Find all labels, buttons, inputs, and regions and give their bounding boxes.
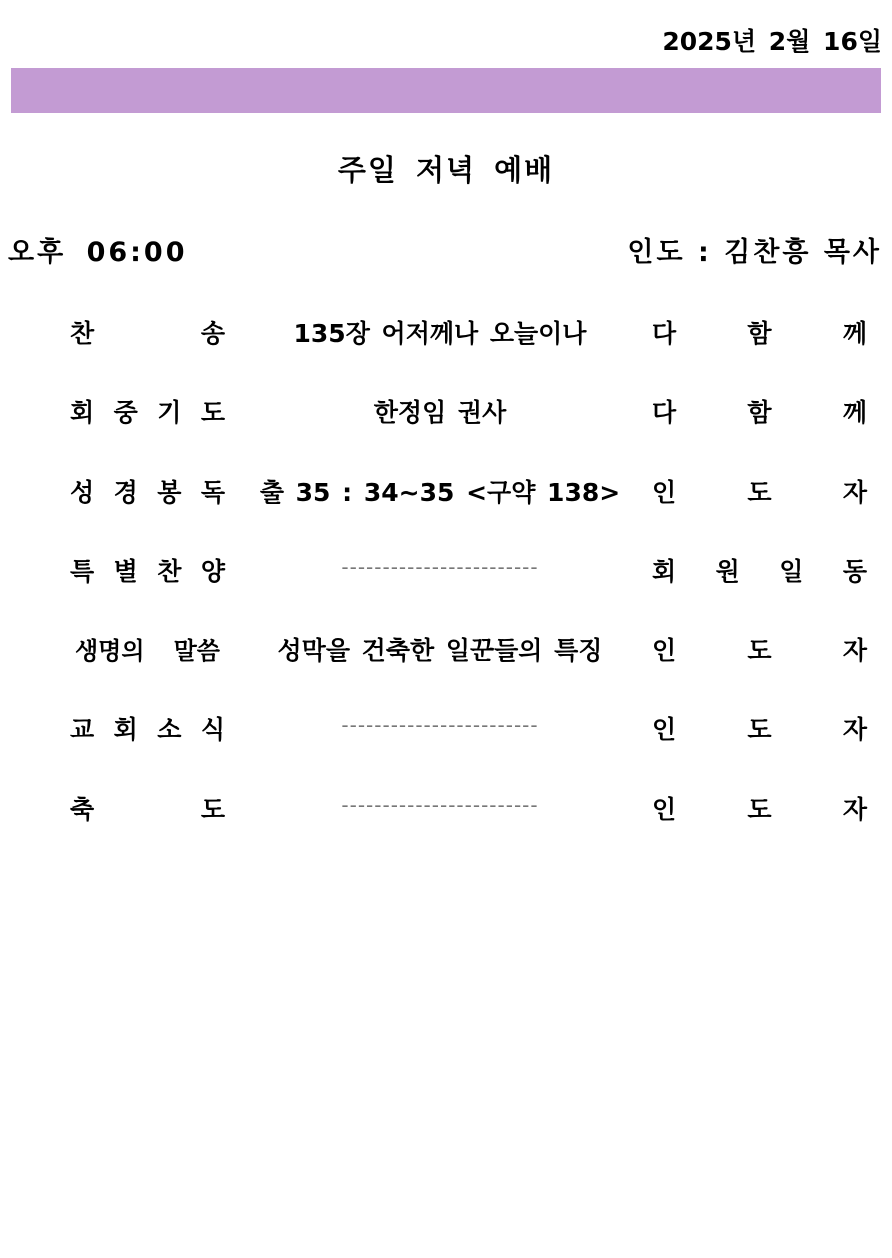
order-item-person: 인 도 자 bbox=[652, 715, 867, 744]
order-row-special-music bbox=[0, 548, 892, 588]
order-row-benediction bbox=[0, 786, 892, 826]
order-row-hymn bbox=[0, 310, 892, 350]
order-item-label: 교 회 소 식 bbox=[70, 715, 225, 744]
service-time: 오후 06:00 bbox=[8, 237, 188, 268]
order-item-label: 성 경 봉 독 bbox=[70, 478, 225, 507]
order-item-person: 인 도 자 bbox=[652, 636, 867, 665]
order-row-sermon bbox=[0, 627, 892, 667]
order-item-person: 인 도 자 bbox=[652, 795, 867, 824]
order-item-label: 축 도 bbox=[70, 795, 225, 824]
order-item-person: 인 도 자 bbox=[652, 478, 867, 507]
order-item-person: 회 원 일 동 bbox=[652, 557, 867, 586]
order-item-content: ------------------------ bbox=[341, 555, 539, 579]
service-leader: 인도 : 김찬흥 목사 bbox=[627, 237, 882, 268]
order-item-label: 생명의 말씀 bbox=[75, 637, 220, 665]
order-item-content: ------------------------ bbox=[341, 793, 539, 817]
order-item-person: 다 함 께 bbox=[652, 319, 867, 348]
order-item-content: 한정임 권사 bbox=[373, 398, 507, 427]
order-item-content: 출 35 : 34~35 <구약 138> bbox=[259, 478, 621, 507]
order-item-label: 특 별 찬 양 bbox=[70, 557, 225, 586]
bulletin-date: 2025년 2월 16일 bbox=[662, 27, 882, 56]
order-item-content: ------------------------ bbox=[341, 713, 539, 737]
order-item-content: 성막을 건축한 일꾼들의 특징 bbox=[277, 636, 603, 665]
order-item-person: 다 함 께 bbox=[652, 398, 867, 427]
order-item-label: 회 중 기 도 bbox=[70, 398, 225, 427]
order-item-label: 찬 송 bbox=[70, 319, 225, 348]
order-row-prayer bbox=[0, 389, 892, 429]
order-item-content: 135장 어저께나 오늘이나 bbox=[293, 319, 587, 348]
order-row-scripture bbox=[0, 469, 892, 509]
header-banner bbox=[11, 68, 881, 113]
service-title: 주일 저녁 예배 bbox=[337, 153, 555, 187]
order-row-announcements bbox=[0, 706, 892, 746]
